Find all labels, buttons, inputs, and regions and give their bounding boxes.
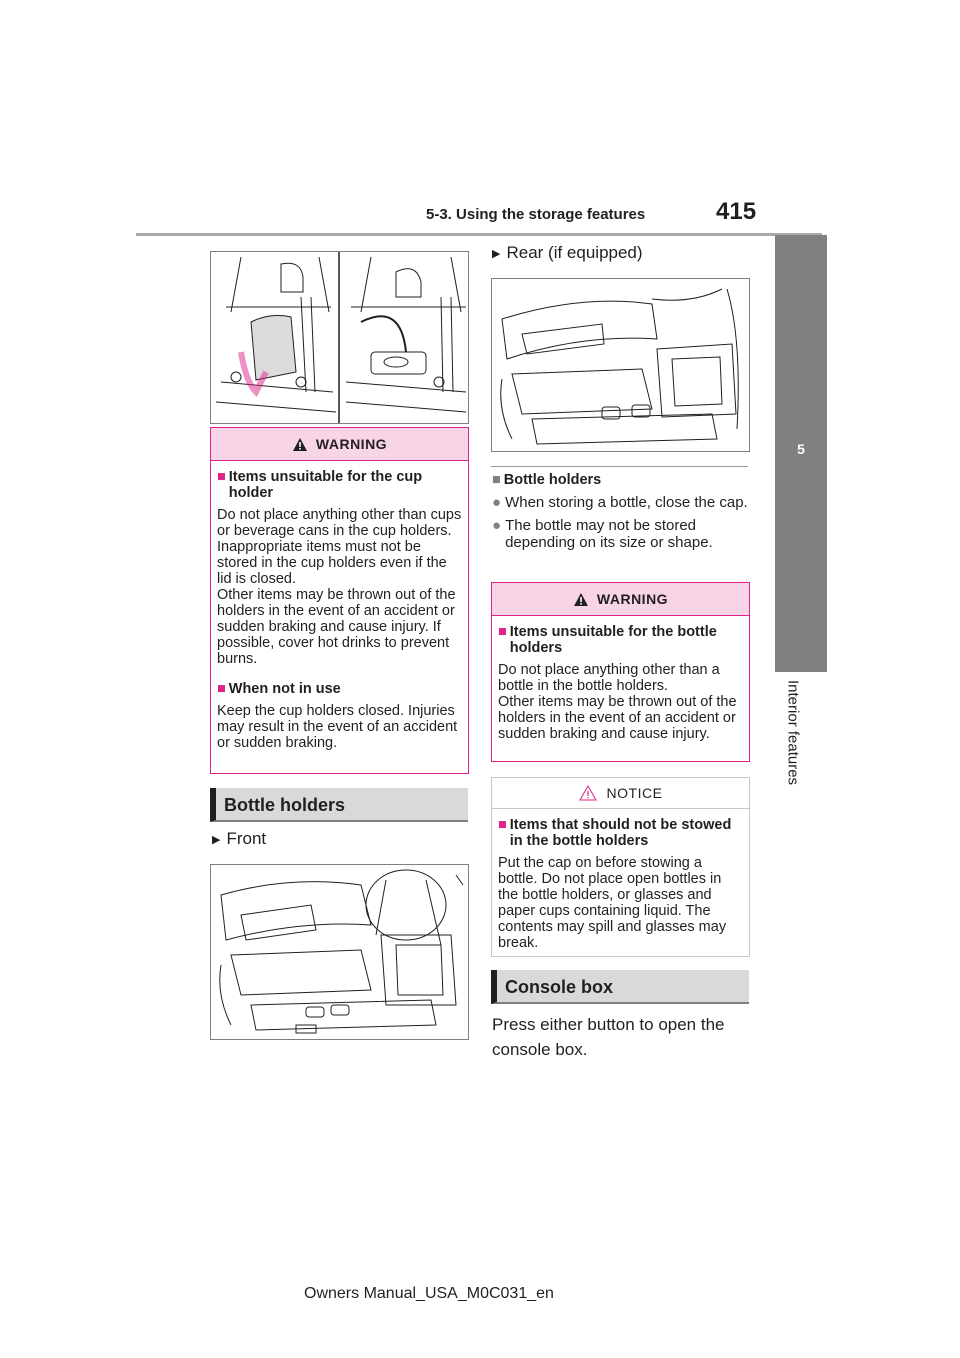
warning-subheading: Items unsuitable for the cup holder	[228, 469, 423, 501]
warning-text: Other items may be thrown out of the holders in the event of an accident or sudden braking and cause injury.	[498, 694, 737, 742]
warning-triangle-icon	[292, 437, 308, 452]
bottle-holders-notes	[492, 472, 749, 551]
chapter-number: 5	[797, 441, 805, 457]
round-bullet-icon: ●	[492, 517, 502, 534]
bullet-text: The bottle may not be stored depending on its size or shape.	[505, 517, 713, 551]
bullet-text: When storing a bottle, close the cap.	[505, 494, 748, 511]
warning-title: WARNING	[596, 591, 669, 607]
square-bullet-icon: ■	[498, 624, 507, 640]
caption-arrow-icon: ▶	[212, 833, 221, 846]
cup-holder-warning-box	[210, 427, 469, 774]
front-bottle-holder-illustration	[210, 864, 469, 1040]
caption-rear	[492, 243, 643, 263]
caption-text: Front	[226, 829, 267, 848]
bottle-holders-subheading: Bottle holders	[503, 472, 602, 488]
warning-subheading: When not in use	[228, 681, 341, 697]
section-title-console-box: Console box	[491, 970, 749, 1004]
bullet-item	[492, 517, 749, 551]
warning-text: Keep the cup holders closed. Injuries may result in the event of an accident or sudden braking.	[217, 703, 458, 751]
warning-text: Other items may be thrown out of the holders in the event of an accident or sudden braking and cause injury. If possible, cover hot drinks to prevent burns.	[217, 587, 456, 667]
chapter-label-text: Interior features	[784, 680, 802, 786]
warning-header	[492, 583, 749, 616]
square-bullet-icon: ■	[492, 472, 501, 488]
square-bullet-icon: ■	[217, 681, 226, 697]
warning-text: Inappropriate items must not be stored in the cup holders even if the lid is closed.	[217, 539, 447, 587]
warning-header	[211, 428, 468, 461]
round-bullet-icon: ●	[492, 494, 502, 511]
notice-triangle-icon	[579, 785, 597, 801]
divider	[491, 466, 748, 467]
header-rule	[136, 233, 822, 236]
notice-title: NOTICE	[606, 785, 663, 801]
section-heading: 5-3. Using the storage features	[426, 206, 646, 223]
warning-triangle-icon	[573, 592, 589, 607]
section-title-bottle-holders: Bottle holders	[210, 788, 468, 822]
square-bullet-icon: ■	[217, 469, 226, 485]
warning-text: Do not place anything other than a bottle in the bottle holders.	[498, 662, 720, 694]
bottle-holder-warning-box	[491, 582, 750, 762]
warning-title: WARNING	[315, 436, 388, 452]
bottle-holder-notice-box	[491, 777, 750, 957]
square-bullet-icon: ■	[498, 817, 507, 833]
caption-front	[212, 829, 266, 849]
bullet-item	[492, 494, 749, 511]
caption-arrow-icon: ▶	[492, 247, 501, 260]
cup-holder-illustration	[210, 251, 469, 424]
notice-subheading: Items that should not be stowed in the bottle holders	[509, 817, 732, 849]
console-box-text: Press either button to open the console box.	[492, 1015, 725, 1059]
rear-bottle-holder-illustration	[491, 278, 750, 452]
notice-header	[492, 778, 749, 809]
caption-text: Rear (if equipped)	[506, 243, 643, 262]
page-number: 415	[716, 198, 757, 225]
notice-text: Put the cap on before stowing a bottle. Do not place open bottles in the bottle holders, or glasses and paper cups containing liquid. The contents may spill and glasses may break.	[498, 855, 727, 951]
footer-manual-id: Owners Manual_USA_M0C031_en	[304, 1285, 554, 1302]
chapter-label	[763, 680, 823, 830]
warning-subheading: Items unsuitable for the bottle holders	[509, 624, 717, 656]
warning-text: Do not place anything other than cups or beverage cans in the cup holders.	[217, 507, 462, 539]
